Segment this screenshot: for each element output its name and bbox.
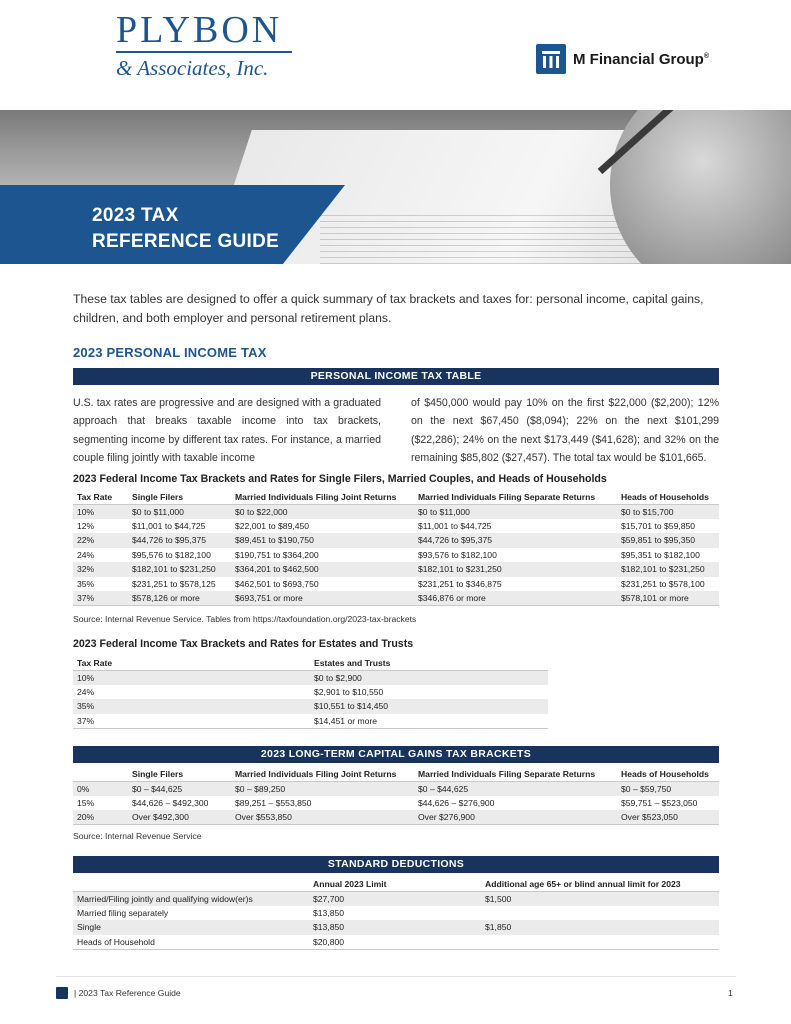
table-cell: $13,850	[313, 907, 345, 918]
table-cell: $11,001 to $44,725	[418, 520, 492, 531]
table-cell: $182,101 to $231,250	[617, 562, 719, 577]
table-header-row	[73, 490, 719, 504]
table-cell: 35%	[77, 578, 95, 589]
table-cell	[481, 935, 719, 950]
brand-subtitle: & Associates, Inc.	[116, 56, 269, 80]
table-cell	[481, 906, 719, 921]
table-cell: $59,751 – $523,050	[621, 797, 698, 808]
table-row	[73, 591, 719, 606]
table-cell: Over $553,850	[231, 810, 414, 825]
table-cell: $182,101 to $231,250	[414, 562, 617, 577]
footer-label: | 2023 Tax Reference Guide	[74, 988, 181, 998]
table-row	[73, 935, 719, 950]
table-cell: $578,101 or more	[617, 591, 719, 606]
m-financial-name: M Financial Group®	[573, 50, 710, 68]
table-cell: $89,251 – $553,850	[235, 797, 312, 808]
brackets-caption: 2023 Federal Income Tax Brackets and Rates for Single Filers, Married Couples, and Heads of Households	[73, 473, 607, 485]
table-row	[73, 714, 548, 729]
table-cell: $231,251 to $578,125	[132, 578, 216, 589]
brackets-source: Source: Internal Revenue Service. Tables from https://taxfoundation.org/2023-tax-brackets	[73, 614, 417, 624]
table-row	[73, 781, 719, 796]
table-row	[73, 670, 548, 685]
table-cell: $44,626 – $492,300	[132, 797, 209, 808]
table-cell: Single	[73, 920, 309, 935]
table-row	[73, 519, 719, 534]
column-header: Annual 2023 Limit	[313, 878, 387, 889]
brackets-table	[73, 490, 719, 606]
hero-banner	[0, 110, 791, 264]
table-cell: 20%	[73, 810, 128, 825]
table-cell: $11,001 to $44,725	[132, 520, 206, 531]
table-cell: $1,500	[481, 891, 719, 906]
table-row	[73, 548, 719, 563]
column-header: Heads of Households	[621, 491, 709, 502]
table-cell: $182,101 to $231,250	[128, 562, 231, 577]
table-cell: $20,800	[313, 936, 345, 947]
table-cell: $10,551 to $14,450	[310, 699, 548, 714]
table-cell: $2,901 to $10,550	[314, 686, 384, 697]
table-cell: $44,726 to $95,375	[414, 533, 617, 548]
table-cell: $22,001 to $89,450	[235, 520, 310, 531]
table-cell: 32%	[73, 562, 128, 577]
table-row	[73, 891, 719, 906]
page-title: 2023 TAX REFERENCE GUIDE	[92, 205, 280, 252]
table-cell: 10%	[73, 670, 310, 685]
table-cell: 24%	[77, 686, 95, 697]
table-cell: $0 to $22,000	[231, 504, 414, 519]
column-header: Tax Rate	[77, 657, 113, 668]
capital-gains-source: Source: Internal Revenue Service	[73, 831, 202, 841]
table-cell: $15,701 to $59,850	[621, 520, 696, 531]
table-cell: 0%	[73, 781, 128, 796]
table-cell: 35%	[73, 699, 310, 714]
table-cell: 37%	[77, 715, 95, 726]
table-row	[73, 577, 719, 592]
table-cell: $190,751 to $364,200	[235, 549, 319, 560]
table-cell: Married filing separately	[77, 907, 169, 918]
table-cell: $364,201 to $462,500	[231, 562, 414, 577]
table-cell: 15%	[77, 797, 95, 808]
m-financial-logo	[536, 44, 709, 74]
column-header: Heads of Households	[621, 768, 709, 779]
table-row	[73, 906, 719, 921]
m-financial-mark-icon	[536, 44, 566, 74]
table-cell: $95,351 to $182,100	[621, 549, 700, 560]
explanation-left: U.S. tax rates are progressive and are designed with a graduated approach that breaks taxable income into tax brackets, segmenting income by different tax rates. For instance, a married couple filing jointly with taxable income	[73, 397, 381, 464]
estates-caption: 2023 Federal Income Tax Brackets and Rates for Estates and Trusts	[73, 638, 414, 650]
table-cell: $0 to $15,700	[617, 504, 719, 519]
table-cell: $0 – $44,625	[128, 781, 231, 796]
table-cell: $1,850	[481, 920, 719, 935]
table-cell: Married/Filing jointly and qualifying widow(er)s	[73, 891, 309, 906]
table-cell: 22%	[73, 533, 128, 548]
table-row	[73, 796, 719, 811]
table-header-row	[73, 656, 548, 670]
table-cell: $95,576 to $182,100	[132, 549, 211, 560]
table-cell: Heads of Household	[77, 936, 155, 947]
table-row	[73, 810, 719, 825]
column-header: Married Individuals Filing Joint Returns	[235, 491, 397, 502]
table-row	[73, 504, 719, 519]
table-cell: $0 – $44,625	[414, 781, 617, 796]
standard-deductions-bar: STANDARD DEDUCTIONS	[73, 856, 719, 873]
column-header: Married Individuals Filing Joint Returns	[235, 768, 397, 779]
table-cell: $14,451 or more	[314, 715, 378, 726]
table-cell: Over $276,900	[414, 810, 617, 825]
table-cell: $89,451 to $190,750	[231, 533, 414, 548]
table-cell: $0 to $11,000	[128, 504, 231, 519]
column-header: Single Filers	[132, 491, 184, 502]
explanation-right: of $450,000 would pay 10% on the first $22,000 ($2,200); 12% on the next $67,450 ($8,094); 22% on the next $101,299 ($22,286); 24% on the next $173,449 ($41,628); and 32% on the remaining $85,802 ($27,457). The total tax would be $101,665.	[411, 397, 719, 464]
table-cell: $44,626 – $276,900	[418, 797, 495, 808]
table-cell: $44,726 to $95,375	[128, 533, 231, 548]
standard-deductions-table	[73, 877, 719, 950]
table-cell: $0 – $59,750	[617, 781, 719, 796]
table-cell: 10%	[73, 504, 128, 519]
column-header: Married Individuals Filing Separate Returns	[418, 491, 596, 502]
page-number: 1	[728, 988, 733, 998]
plybon-logo	[116, 10, 292, 80]
table-cell: $0 to $2,900	[310, 670, 548, 685]
table-cell: $693,751 or more	[231, 591, 414, 606]
m-financial-small-icon	[56, 987, 68, 999]
column-header	[73, 877, 309, 891]
capital-gains-bar: 2023 LONG-TERM CAPITAL GAINS TAX BRACKETS	[73, 746, 719, 763]
brand-rule	[116, 51, 292, 53]
table-cell: $231,251 to $346,875	[418, 578, 502, 589]
column-header	[73, 767, 128, 781]
table-header-row	[73, 767, 719, 781]
table-cell: $0 to $11,000	[414, 504, 617, 519]
table-row	[73, 533, 719, 548]
table-cell: 24%	[77, 549, 95, 560]
capital-gains-table	[73, 767, 719, 825]
estates-table	[73, 656, 548, 729]
table-row	[73, 920, 719, 935]
table-cell: $462,501 to $693,750	[235, 578, 319, 589]
intro-text: These tax tables are designed to offer a quick summary of tax brackets and taxes for: personal income, capital gains, children, and both employer and personal retirement plans.	[73, 292, 704, 325]
table-header-row	[73, 877, 719, 891]
column-header: Single Filers	[132, 768, 184, 779]
table-cell: Over $523,050	[617, 810, 719, 825]
table-row	[73, 699, 548, 714]
table-cell: $93,576 to $182,100	[418, 549, 497, 560]
table-cell: $13,850	[309, 920, 481, 935]
table-cell: 12%	[77, 520, 95, 531]
column-header: Estates and Trusts	[314, 657, 391, 668]
table-cell: $27,700	[309, 891, 481, 906]
brand-name: PLYBON	[116, 9, 283, 51]
section-heading-personal: 2023 PERSONAL INCOME TAX	[73, 345, 267, 360]
footer-divider	[56, 976, 736, 977]
table-cell: $59,851 to $95,350	[617, 533, 719, 548]
table-cell: $0 – $89,250	[231, 781, 414, 796]
table-cell: Over $492,300	[128, 810, 231, 825]
column-header: Tax Rate	[77, 491, 113, 502]
table-row	[73, 685, 548, 700]
table-cell: $578,126 or more	[128, 591, 231, 606]
personal-tax-table-bar: PERSONAL INCOME TAX TABLE	[73, 368, 719, 385]
table-cell: 37%	[73, 591, 128, 606]
column-header: Married Individuals Filing Separate Returns	[418, 768, 596, 779]
table-cell: $346,876 or more	[414, 591, 617, 606]
footer	[56, 987, 181, 999]
column-header: Additional age 65+ or blind annual limit for 2023	[485, 878, 681, 889]
table-cell: $231,251 to $578,100	[621, 578, 705, 589]
table-row	[73, 562, 719, 577]
